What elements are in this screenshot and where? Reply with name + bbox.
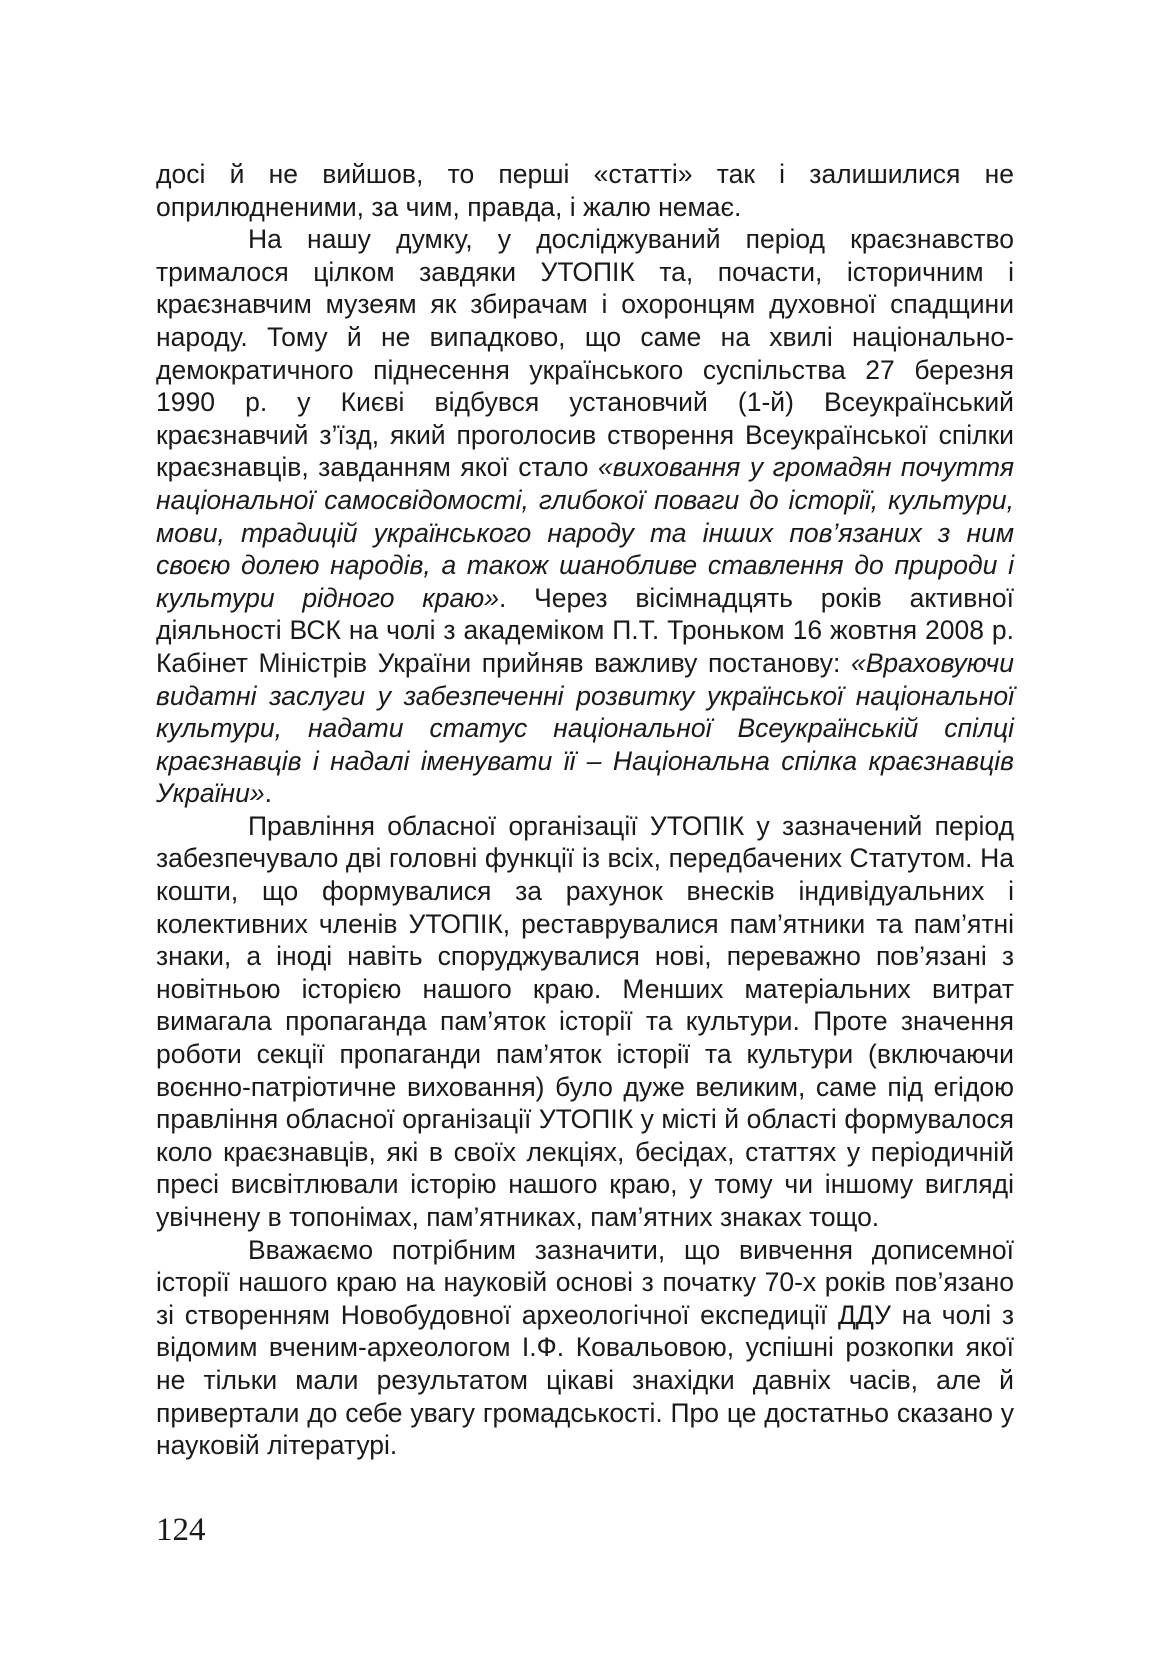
paragraph-2-end: . [264, 778, 272, 809]
body-text [156, 158, 1014, 1462]
quote-vsk-goals: «виховання у громадян почуття національної самосвідомості, глибокої поваги до історії, культури, мови, традицій українського народу та інших пов’язаних з ним своєю долею народів, а також шанобливе ставлення до природи і культури рідного краю» [156, 452, 1014, 613]
paragraph-2-text-continued: . Через вісімнадцять років активної діяльності ВСК на чолі з академіком П.Т. Троньком 16 жовтня 2008 р. Кабінет Міністрів України прийняв важливу постанову: [156, 582, 1015, 678]
quote-cabinet-resolution: «Враховуючи видатні заслуги у забезпеченні розвитку української національної культури, надати статус національної Всеукраїнській спілці краєзнавців і надалі іменувати її – Національна спілка краєзнавців України» [156, 647, 1014, 809]
page-number: 124 [156, 1512, 206, 1548]
paragraph-1 [156, 158, 1014, 223]
paragraph-2-text: На нашу думку, у досліджуваний період краєзнавство трималося цілком завдяки УТОПІК та, почасти, історичним і краєзнавчим музеям як збирачам і охоронцям духовної спадщини народу. Тому й не випадково, що саме на хвилі національно-демократичного піднесення українського суспільства 27 березня 1990 р. у Києві відбувся установчий (1-й) Всеукраїнський краєзнавчий з’їзд, який проголосив створення Всеукраїнської спілки краєзнавців, завданням якої стало [156, 224, 1014, 483]
paragraph-3-text: Правління обласної організації УТОПІК у зазначений період забезпечувало дві головні функції із всіх, передбачених Статутом. На кошти, що формувалися за рахунок внесків індивідуальних і колективних членів УТОПІК, реставрувалися пам’ятники та пам’ятні знаки, а іноді навіть споруджувалися нові, переважно пов’язані з новітньою історією нашого краю. Менших матеріальних витрат вимагала пропаганда пам’яток історії та культури. Проте значення роботи секції пропаганди пам’яток історії та культури (включаючи воєнно-патріотичне виховання) було дуже великим, саме під егідою правління обласної організації УТОПІК у місті й області формувалося коло краєзнавців, які в своїх лекціях, бесідах, статтях у періодичній пресі висвітлювали історію нашого краю, у тому чи іншому вигляді увічнену в топонімах, пам’ятниках, пам’ятних знаках тощо. [156, 810, 1014, 1232]
paragraph-3 [156, 810, 1014, 1234]
paragraph-2 [156, 223, 1014, 810]
paragraph-4-text: Вважаємо потрібним зазначити, що вивчення дописемної історії нашого краю на науковій основі з початку 70-х років пов’язано зі створенням Новобудовної археологічної експедиції ДДУ на чолі з відомим вченим-археологом І.Ф. Ковальовою, успішні розкопки якої не тільки мали результатом цікаві знахідки давніх часів, але й привертали до себе увагу громадськості. Про це достатньо сказано у науковій літературі. [156, 1234, 1014, 1461]
paragraph-1-text: досі й не вийшов, то перші «статті» так і залишилися не оприлюдненими, за чим, правда, і жалю немає. [156, 159, 1014, 222]
paragraph-4 [156, 1234, 1014, 1462]
